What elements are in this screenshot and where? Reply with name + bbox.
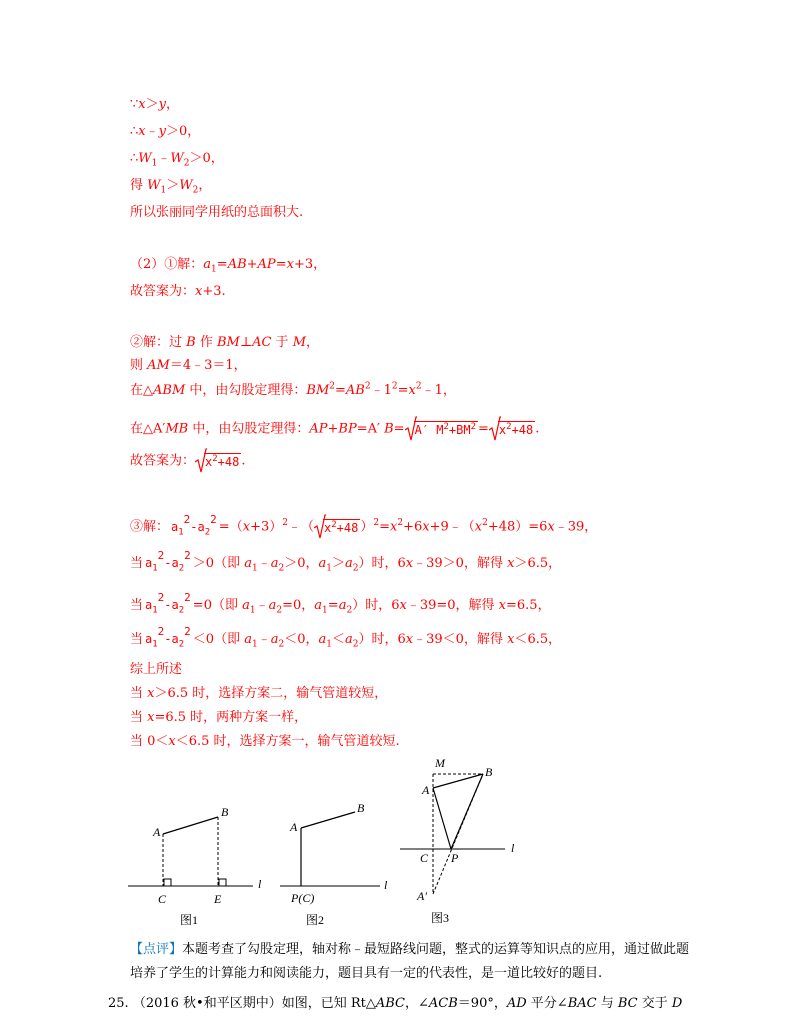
sqrt-expression: $x^2+48$ (489, 416, 535, 442)
a-squared-expression: $a_12-a_22$ (145, 591, 191, 616)
line-4: 得 $W_1>W_2$， (130, 178, 212, 196)
point-label-a: A (153, 825, 161, 839)
point-label-p: P(C) (291, 891, 315, 905)
sqrt-expression: $x^2+48$ (195, 448, 241, 474)
point-label-p: P (451, 851, 459, 865)
point-label-b: B (357, 801, 365, 815)
line-10: 在△ABM 中，由勾股定理得：$BM^2=AB^2﹣1^2=x^2﹣1$， (130, 381, 456, 398)
point-label-c: C (420, 851, 429, 865)
line-13: ③解： $a_12-a_22=(x+3)^2﹣$（ $x^2+48$ ）$^2=x^2+6x+9﹣(x^2+48)=6x﹣39$， (130, 514, 597, 540)
line-14: 当 $a_12-a_22>0$（即 $a_1﹣a_2>0$，$a_1>a_2$）时，6x﹣39＞0，解得 x＞6.5， (130, 549, 562, 574)
figure-1 (128, 800, 268, 930)
point-label-a-prime: A′ (417, 889, 427, 903)
line-20: 当 0＜x＜6.5 时，选择方案一，输气管道较短. (130, 734, 400, 749)
line-9: 则 AM＝4﹣3＝1， (130, 358, 247, 373)
figure-caption: 图2 (306, 913, 325, 927)
figure-caption: 图1 (180, 913, 199, 927)
line-label-l: l (258, 877, 262, 891)
line-12: 故答案为： $x^2+48$ . (130, 448, 246, 474)
line-7: 故答案为：x+3. (130, 284, 226, 299)
line-15: 当 $a_12-a_22=0$（即 $a_1﹣a_2=0$，$a_1=a_2$）时，6x﹣39=0，解得 x=6.5， (130, 591, 551, 616)
a-squared-expression: $a_12-a_22$ (145, 625, 191, 650)
review-comment (130, 938, 690, 986)
line-17: 综上所述 (130, 662, 183, 677)
line-19: 当 x=6.5 时，两种方案一样， (130, 710, 308, 725)
line-18: 当 x＞6.5 时，选择方案二，输气管道较短， (130, 686, 388, 701)
figure-3 (395, 750, 530, 930)
line-8: ②解：过 B 作 BM⊥AC 于 M， (130, 335, 320, 350)
point-label-e: E (214, 892, 222, 906)
figure-caption: 图3 (431, 911, 450, 925)
line-6: （2）①解：$a_1=AB+AP=x+3$， (130, 257, 327, 275)
point-label-a: A (290, 820, 298, 834)
point-label-b: B (485, 765, 493, 779)
a-squared-expression: $a_12-a_22$ (145, 549, 191, 574)
question-25: 25. （2016 秋•和平区期中）如图，已知 Rt△ABC，∠ACB＝90°，AD 平分∠BAC 与 BC 交于 D (108, 996, 683, 1011)
point-label-b: B (221, 805, 229, 819)
a-squared-expression: $a_12-a_22$ (171, 512, 217, 537)
sqrt-expression: $x^2+48$ (314, 514, 360, 540)
line-1: ∵x＞y， (130, 97, 180, 112)
line-label-l: l (384, 878, 388, 892)
comment-text: 本题考查了勾股定理，轴对称﹣最短路线问题，整式的运算等知识点的应用，通过做此题培养了学生的计算能力和阅读能力，题目具有一定的代表性，是一道比较好的题目. (130, 942, 690, 981)
comment-tag: 【点评】 (130, 942, 183, 957)
line-2: ∴x﹣y＞0， (130, 124, 201, 139)
figure-2 (280, 800, 395, 930)
line-16: 当 $a_12-a_22<0$（即 $a_1﹣a_2<0$，$a_1<a_2$）时，6x﹣39＜0，解得 x＜6.5， (130, 625, 562, 650)
line-11: 在△A′MB 中，由勾股定理得：AP+BP=A′ B= A′ $M^2+BM^2 = x^2+48$ . (130, 416, 539, 442)
line-3: $\therefore W_1﹣W_2>0$， (130, 151, 224, 169)
line-5: 所以张丽同学用纸的总面积大. (130, 205, 304, 220)
line-label-l: l (511, 841, 515, 855)
sqrt-expression: A′ $M^2+BM^2$ (405, 416, 478, 442)
point-label-c: C (158, 892, 167, 906)
point-label-a: A (422, 783, 430, 797)
point-label-m: M (435, 756, 445, 770)
